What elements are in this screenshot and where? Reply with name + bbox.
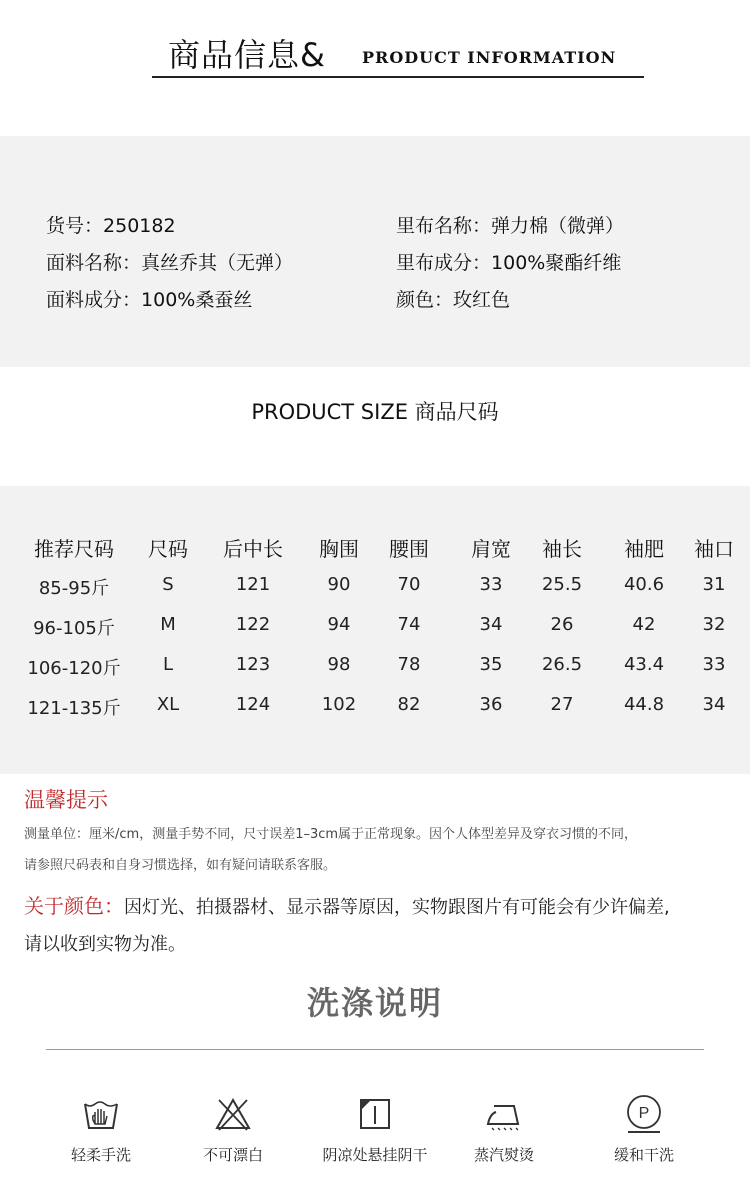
table-cell-size: XL — [156, 694, 180, 715]
table-cell-size: L — [162, 654, 174, 675]
table-cell-cuff: 34 — [702, 694, 726, 715]
table-cell-back-length: 121 — [235, 574, 271, 595]
info-item-fabric-name — [46, 248, 293, 275]
table-cell-shoulder: 33 — [479, 574, 503, 595]
table-cell-cuff: 33 — [702, 654, 726, 675]
product-info-header — [0, 0, 750, 136]
table-cell-back-length: 122 — [235, 614, 271, 635]
no-bleach-icon — [213, 1094, 253, 1134]
wash-label: 不可漂白 — [202, 1146, 263, 1164]
table-header-bust: 胸围 — [319, 537, 359, 561]
table-cell-cuff: 32 — [702, 614, 726, 635]
info-item-fabric-composition — [46, 285, 252, 312]
table-cell-bust: 94 — [327, 614, 351, 635]
table-header-sleeve-length: 袖长 — [542, 537, 582, 561]
color-note-text: 因灯光、拍摄器材、显示器等原因，实物跟图片有可能会有少许偏差, — [124, 897, 670, 918]
svg-text:P: P — [638, 1105, 650, 1122]
wash-label: 缓和干洗 — [613, 1146, 674, 1164]
table-header-cuff: 袖口 — [694, 537, 734, 561]
table-cell-cuff: 31 — [702, 574, 726, 595]
info-value: 250182 — [103, 215, 176, 237]
steam-iron-icon — [484, 1094, 524, 1134]
table-cell-waist: 82 — [397, 694, 421, 715]
table-cell-waist: 70 — [397, 574, 421, 595]
table-header-back-length: 后中长 — [223, 537, 283, 561]
table-cell-bust: 98 — [327, 654, 351, 675]
page-subtitle: PRODUCT INFORMATION — [362, 48, 617, 67]
table-cell-sleeve-length: 27 — [550, 694, 574, 715]
table-cell-sleeve-length: 25.5 — [541, 574, 583, 595]
size-table — [0, 486, 750, 774]
wash-item-hand-wash — [31, 1094, 171, 1165]
table-header-waist: 腰围 — [389, 537, 429, 561]
color-note-label: 关于颜色： — [24, 894, 124, 918]
info-value: 100%桑蚕丝 — [141, 289, 253, 311]
info-label: 面料名称： — [46, 252, 142, 274]
table-cell-sleeve-length: 26 — [550, 614, 574, 635]
table-cell-sleeve-width: 40.6 — [623, 574, 665, 595]
info-label: 里布成分： — [396, 252, 492, 274]
wash-label: 阴凉处悬挂阴干 — [322, 1146, 428, 1164]
size-section-title: PRODUCT SIZE 商品尺码 — [251, 400, 499, 424]
line-dry-shade-icon — [355, 1094, 395, 1134]
table-header-sleeve-width: 袖肥 — [624, 537, 664, 561]
info-label: 里布名称： — [396, 215, 492, 237]
info-value: 弹力棉（微弹） — [491, 215, 625, 237]
info-label: 面料成分： — [46, 289, 142, 311]
wash-item-steam-iron — [434, 1094, 574, 1165]
table-cell-sleeve-width: 43.4 — [623, 654, 665, 675]
info-value: 100%聚酯纤维 — [491, 252, 622, 274]
table-cell-bust: 90 — [327, 574, 351, 595]
table-cell-recommended-size: 106-120斤 — [27, 658, 121, 679]
tips-title: 温馨提示 — [24, 788, 108, 812]
table-cell-sleeve-width: 44.8 — [623, 694, 665, 715]
table-cell-back-length: 124 — [235, 694, 271, 715]
tips-measure-note: 测量单位：厘米/cm，测量手势不同，尺寸误差1–3cm属于正常现象。因个人体型差异及穿衣习惯的不同， — [24, 827, 638, 842]
table-cell-waist: 78 — [397, 654, 421, 675]
info-item-lining-name — [396, 211, 624, 238]
hand-wash-icon — [81, 1094, 121, 1134]
wash-label: 蒸汽熨烫 — [473, 1146, 534, 1164]
table-cell-recommended-size: 85-95斤 — [38, 578, 110, 599]
table-cell-back-length: 123 — [235, 654, 271, 675]
info-item-color — [396, 285, 510, 312]
info-item-sku — [46, 211, 176, 238]
info-label: 颜色： — [396, 289, 454, 311]
table-cell-sleeve-length: 26.5 — [541, 654, 583, 675]
tips-measure-note-2: 请参照尺码表和自身习惯选择，如有疑问请联系客服。 — [24, 858, 337, 873]
table-header-size: 尺码 — [148, 537, 188, 561]
table-cell-sleeve-width: 42 — [632, 614, 656, 635]
table-cell-recommended-size: 121-135斤 — [27, 698, 121, 719]
page-title: 商品信息& — [168, 36, 326, 74]
color-note-2: 请以收到实物为准。 — [24, 934, 186, 955]
info-label: 货号： — [46, 215, 104, 237]
wash-item-dry-clean — [574, 1094, 714, 1165]
info-value: 真丝乔其（无弹） — [141, 252, 294, 274]
table-cell-size: S — [162, 574, 174, 595]
wash-item-line-dry — [305, 1094, 445, 1165]
gentle-dry-clean-icon — [624, 1094, 664, 1134]
table-cell-shoulder: 35 — [479, 654, 503, 675]
header-underline — [152, 76, 644, 78]
table-cell-shoulder: 36 — [479, 694, 503, 715]
table-cell-shoulder: 34 — [479, 614, 503, 635]
table-cell-waist: 74 — [397, 614, 421, 635]
table-cell-size: M — [160, 614, 176, 635]
table-header-shoulder: 肩宽 — [471, 537, 511, 561]
wash-item-no-bleach — [163, 1094, 303, 1165]
info-item-lining-composition — [396, 248, 621, 275]
color-note — [24, 890, 670, 919]
table-cell-recommended-size: 96-105斤 — [33, 618, 115, 639]
wash-label: 轻柔手洗 — [70, 1146, 131, 1164]
product-info-panel — [0, 136, 750, 367]
table-header-recommended-size: 推荐尺码 — [34, 537, 114, 561]
info-value: 玫红色 — [453, 289, 511, 311]
wash-divider — [46, 1049, 704, 1050]
wash-section-title: 洗涤说明 — [306, 984, 443, 1022]
table-cell-bust: 102 — [321, 694, 357, 715]
